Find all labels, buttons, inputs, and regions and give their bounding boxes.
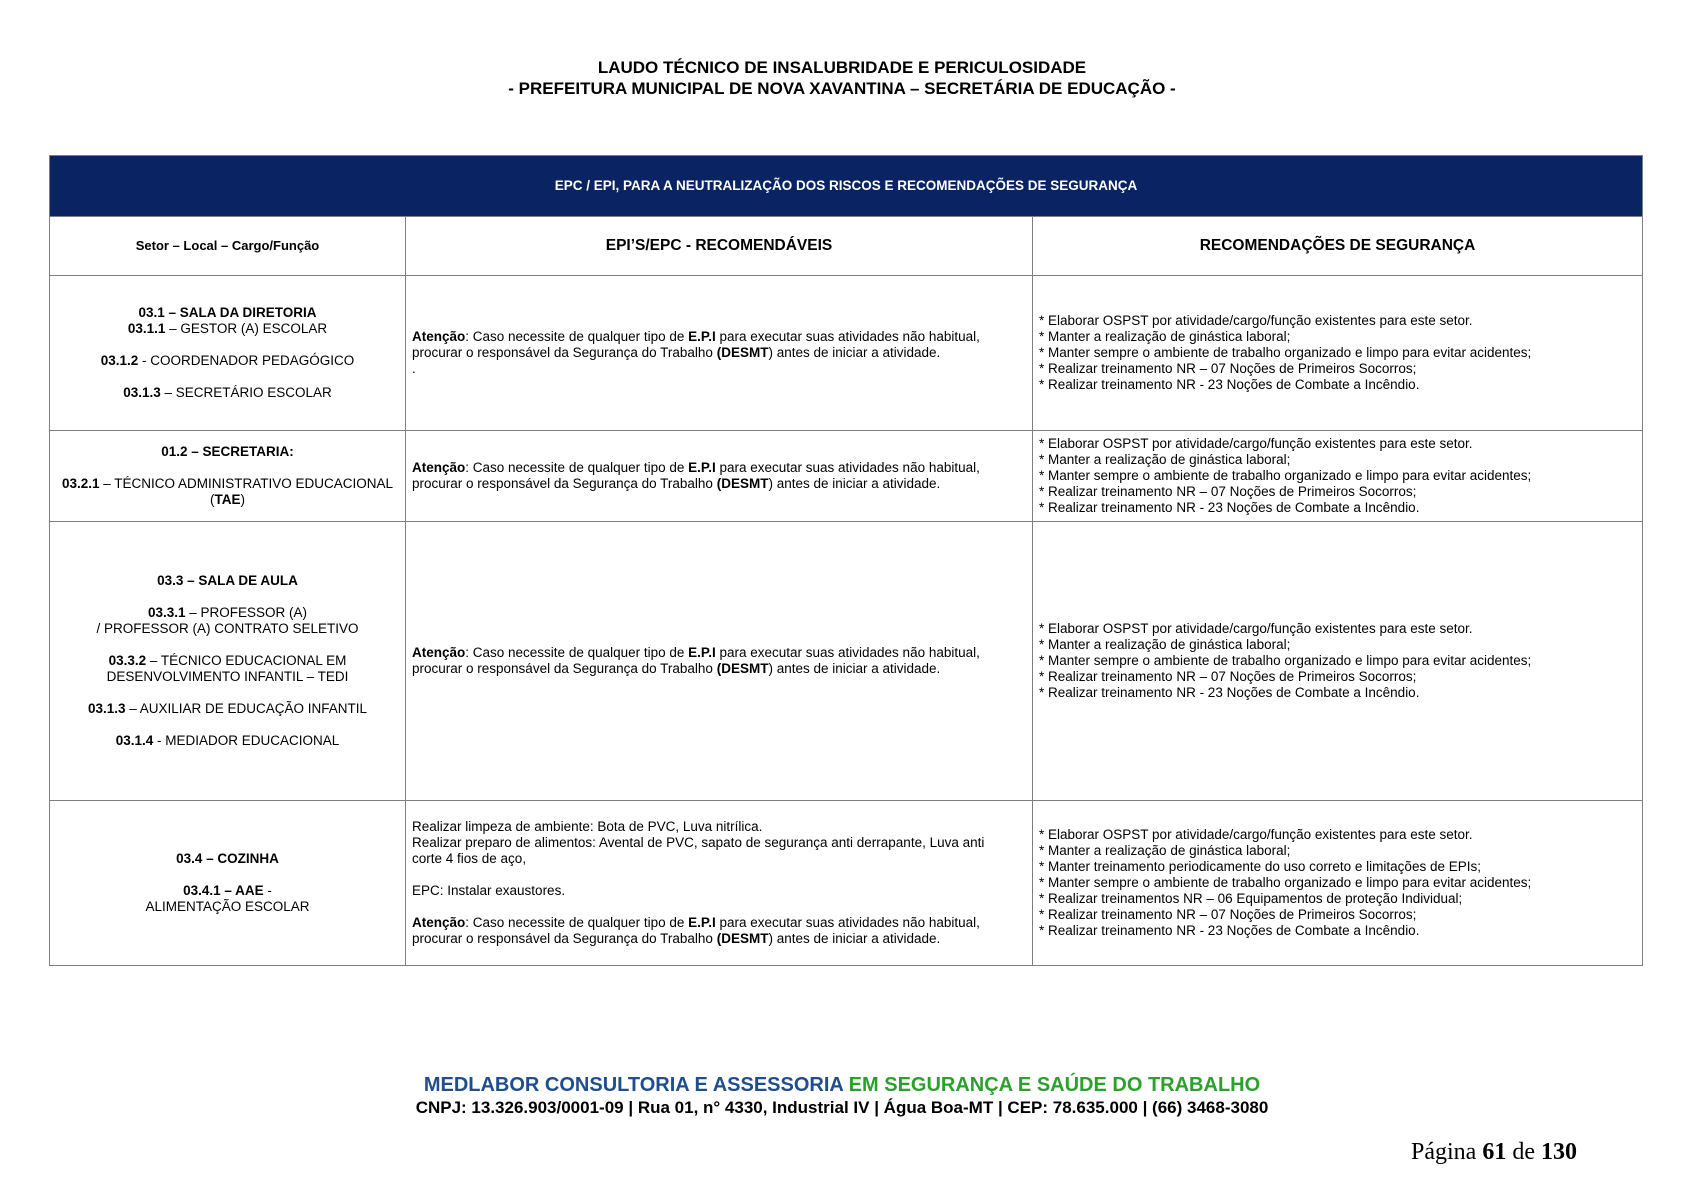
recommendation-item: * Manter sempre o ambiente de trabalho organizado e limpo para evitar acidentes;	[1039, 345, 1532, 360]
table-title: EPC / EPI, PARA A NEUTRALIZAÇÃO DOS RISCOS E RECOMENDAÇÕES DE SEGURANÇA	[50, 156, 1643, 217]
recommendation-item: * Elaborar OSPST por atividade/cargo/função existentes para este setor.	[1039, 313, 1473, 328]
company-address: CNPJ: 13.326.903/0001-09 | Rua 01, n° 4330, Industrial IV | Água Boa-MT | CEP: 78.635.000 | (66) 3468-3080	[415, 1098, 1269, 1117]
role-item: 03.1.2 - COORDENADOR PEDAGÓGICO	[100, 353, 355, 368]
column-header-epi: EPI’S/EPC - RECOMENDÁVEIS	[406, 217, 1033, 276]
sector-cell: 01.2 – SECRETARIA: 03.2.1 – TÉCNICO ADMINISTRATIVO EDUCACIONAL (TAE)	[50, 431, 406, 522]
role-item: 03.3.1 – PROFESSOR (A)	[147, 605, 308, 620]
recommendation-item: * Elaborar OSPST por atividade/cargo/função existentes para este setor.	[1039, 621, 1473, 636]
attention-note: Atenção: Caso necessite de qualquer tipo de E.P.I para executar suas atividades não habitual,	[412, 329, 980, 344]
page-number: Página 61 de 130	[1411, 1139, 1577, 1165]
role-item: 03.4.1 – AAE -	[183, 883, 272, 898]
recommendations-cell	[1033, 801, 1643, 966]
recommendation-item: * Realizar treinamentos NR – 06 Equipamentos de proteção Individual;	[1039, 891, 1463, 906]
sector-cell: 03.3 – SALA DE AULA 03.3.1 – PROFESSOR (A) / PROFESSOR (A) CONTRATO SELETIVO 03.3.2 – TÉCNICO EDUCACIONAL EM DESENVOLVIMENTO INFANTIL – TEDI 03.1.3 – AUXILIAR DE EDUCAÇÃO INFANTIL 03.1.4 - MEDIADOR EDUCACIONAL	[50, 522, 406, 801]
role-item: 03.2.1 – TÉCNICO ADMINISTRATIVO EDUCACIONAL	[61, 476, 394, 491]
sector-title: 01.2 – SECRETARIA:	[161, 444, 294, 459]
epi-cell: Atenção: Caso necessite de qualquer tipo de E.P.I para executar suas atividades não habitual, procurar o responsável da Segurança do Trabalho (DESMT) antes de iniciar a atividade.	[406, 522, 1033, 801]
recommendation-item: * Manter sempre o ambiente de trabalho organizado e limpo para evitar acidentes;	[1039, 468, 1532, 483]
sector-title: 03.4 – COZINHA	[176, 851, 279, 866]
recommendation-item: * Manter a realização de ginástica laboral;	[1039, 329, 1291, 344]
header-title: LAUDO TÉCNICO DE INSALUBRIDADE E PERICULOSIDADE	[597, 58, 1087, 77]
sector-cell	[50, 276, 406, 431]
epi-cell: Atenção: Caso necessite de qualquer tipo de E.P.I para executar suas atividades não habitual, procurar o responsável da Segurança do Trabalho (DESMT) antes de iniciar a atividade.	[406, 431, 1033, 522]
attention-note: Atenção: Caso necessite de qualquer tipo de E.P.I para executar suas atividades não habitual,	[412, 460, 980, 475]
recommendation-item: * Realizar treinamento NR - 23 Noções de Combate a Incêndio.	[1039, 923, 1420, 938]
role-item: 03.1.4 - MEDIADOR EDUCACIONAL	[115, 733, 340, 748]
recommendation-item: * Manter sempre o ambiente de trabalho organizado e limpo para evitar acidentes;	[1039, 875, 1532, 890]
table-row	[50, 431, 1643, 522]
recommendation-item: * Elaborar OSPST por atividade/cargo/função existentes para este setor.	[1039, 436, 1473, 451]
recommendations-cell	[1033, 276, 1643, 431]
attention-note: Atenção: Caso necessite de qualquer tipo de E.P.I para executar suas atividades não habitual,	[412, 645, 980, 660]
attention-note: Atenção: Caso necessite de qualquer tipo de E.P.I para executar suas atividades não habitual,	[412, 915, 980, 930]
epi-item: Realizar limpeza de ambiente: Bota de PVC, Luva nitrílica.	[412, 819, 763, 834]
column-header-sector: Setor – Local – Cargo/Função	[50, 217, 406, 276]
recommendations-cell	[1033, 431, 1643, 522]
safety-table	[49, 155, 1643, 966]
table-header-row	[50, 217, 1643, 276]
recommendation-item: * Elaborar OSPST por atividade/cargo/função existentes para este setor.	[1039, 827, 1473, 842]
recommendations-cell	[1033, 522, 1643, 801]
column-header-recommendations: RECOMENDAÇÕES DE SEGURANÇA	[1033, 217, 1643, 276]
role-item: 03.1.3 – SECRETÁRIO ESCOLAR	[123, 385, 332, 400]
epi-cell: Atenção: Caso necessite de qualquer tipo de E.P.I para executar suas atividades não habitual, procurar o responsável da Segurança do Trabalho (DESMT) antes de iniciar a atividade. .	[406, 276, 1033, 431]
recommendation-item: * Realizar treinamento NR – 07 Noções de Primeiros Socorros;	[1039, 669, 1417, 684]
recommendation-item: * Realizar treinamento NR – 07 Noções de Primeiros Socorros;	[1039, 907, 1417, 922]
sector-title: 03.1 – SALA DA DIRETORIA	[138, 305, 317, 320]
table-row	[50, 522, 1643, 801]
recommendation-item: * Manter treinamento periodicamente do uso correto e limitações de EPIs;	[1039, 859, 1481, 874]
document-footer	[0, 1073, 1684, 1119]
company-name: MEDLABOR CONSULTORIA E ASSESSORIA EM SEGURANÇA E SAÚDE DO TRABALHO	[423, 1074, 1261, 1096]
recommendation-item: * Manter a realização de ginástica laboral;	[1039, 452, 1291, 467]
role-item: 03.1.1 – GESTOR (A) ESCOLAR	[127, 321, 328, 336]
recommendation-item: * Manter a realização de ginástica laboral;	[1039, 637, 1291, 652]
sector-cell: 03.4 – COZINHA 03.4.1 – AAE - ALIMENTAÇÃO ESCOLAR	[50, 801, 406, 966]
epc-item: EPC: Instalar exaustores.	[412, 883, 566, 898]
recommendation-item: * Realizar treinamento NR - 23 Noções de Combate a Incêndio.	[1039, 500, 1420, 515]
document-header	[0, 57, 1684, 99]
epi-item: Realizar preparo de alimentos: Avental de PVC, sapato de segurança anti derrapante, Luva anti	[412, 835, 985, 850]
sector-title: 03.3 – SALA DE AULA	[157, 573, 298, 588]
header-subtitle: - PREFEITURA MUNICIPAL DE NOVA XAVANTINA – SECRETÁRIA DE EDUCAÇÃO -	[508, 79, 1176, 98]
table-row	[50, 801, 1643, 966]
recommendation-item: * Realizar treinamento NR - 23 Noções de Combate a Incêndio.	[1039, 377, 1420, 392]
trailing-dot: .	[412, 361, 416, 376]
role-item: 03.3.2 – TÉCNICO EDUCACIONAL EM	[108, 653, 347, 668]
recommendation-item: * Realizar treinamento NR – 07 Noções de Primeiros Socorros;	[1039, 361, 1417, 376]
role-item: 03.1.3 – AUXILIAR DE EDUCAÇÃO INFANTIL	[87, 701, 368, 716]
recommendation-item: * Manter a realização de ginástica laboral;	[1039, 843, 1291, 858]
recommendation-item: * Realizar treinamento NR – 07 Noções de Primeiros Socorros;	[1039, 484, 1417, 499]
table-row	[50, 276, 1643, 431]
recommendation-item: * Manter sempre o ambiente de trabalho organizado e limpo para evitar acidentes;	[1039, 653, 1532, 668]
epi-cell: Realizar limpeza de ambiente: Bota de PVC, Luva nitrílica. Realizar preparo de alimentos: Avental de PVC, sapato de segurança anti derrapante, Luva anti corte 4 fios de aço, EPC: Instalar exaustores. Atenção: Caso necessite de qualquer tipo de E.P.I para executar suas atividades não habitual, procurar o responsável da Segurança do Trabalho (DESMT) antes de iniciar a atividade.	[406, 801, 1033, 966]
recommendation-item: * Realizar treinamento NR - 23 Noções de Combate a Incêndio.	[1039, 685, 1420, 700]
